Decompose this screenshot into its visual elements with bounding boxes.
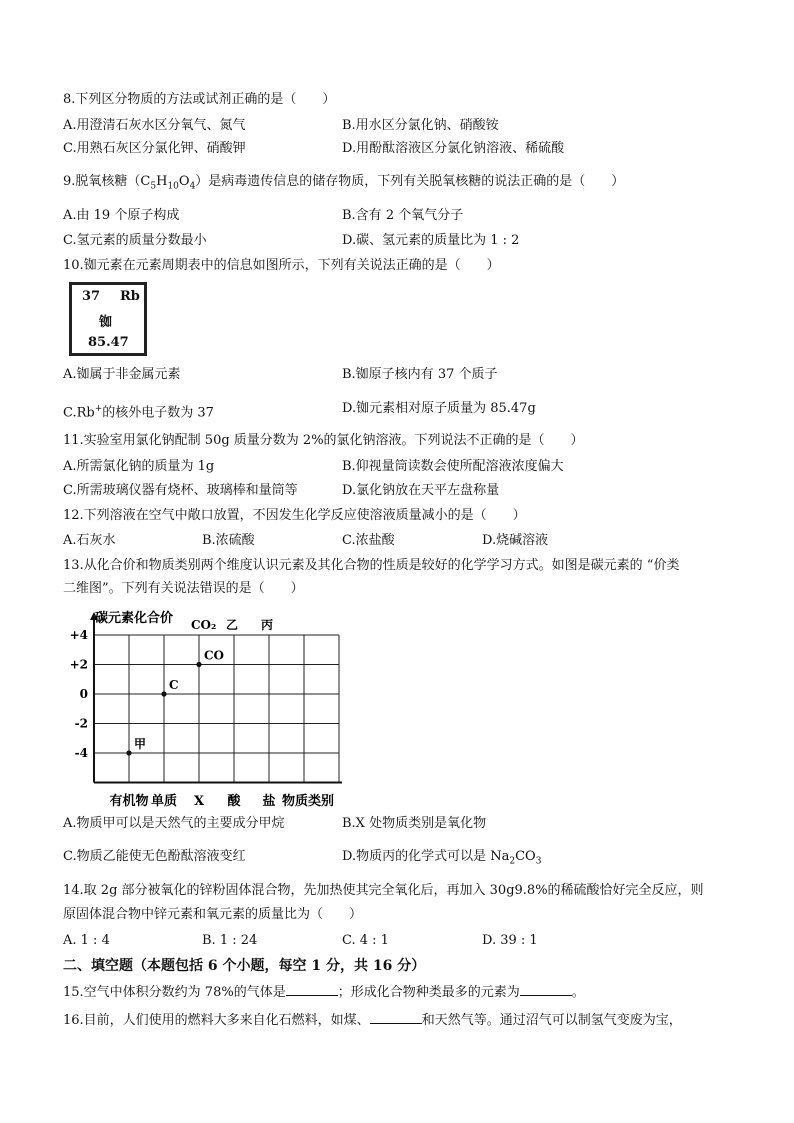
y-tick-labels (70, 628, 88, 760)
data-point (196, 662, 201, 667)
q14-option-d: D. 39 : 1 (482, 933, 538, 948)
q14-stem-line1: 14.取 2g 部分被氧化的锌粉固体混合物，先加热使其完全氧化后，再加入 30g9.8%的稀硫酸恰好完全反应，则 (63, 883, 704, 898)
q12-option-b: B.浓硫酸 (202, 533, 255, 548)
x-tick-labels (109, 793, 275, 809)
q14-stem-line2: 原固体混合物中锌元素和氧元素的质量比为（ ） (63, 907, 363, 922)
q13-option-d: D.物质丙的化学式可以是 $Na_2CO_3$ (342, 849, 542, 867)
valence-class-chart (60, 608, 350, 813)
q11-option-d: D.氯化钠放在天平左盘称量 (342, 483, 500, 498)
q15-blank-2[interactable] (520, 983, 572, 996)
q8-option-a: A.用澄清石灰水区分氧气、氮气 (63, 118, 246, 133)
q9-option-a: A.由 19 个原子构成 (63, 208, 180, 223)
y-tick-label: -4 (74, 746, 88, 760)
data-point-label: CO (204, 648, 225, 663)
q14-option-b: B. 1 : 24 (202, 933, 258, 948)
q12-stem: 12.下列溶液在空气中敞口放置，不因发生化学反应使溶液质量减小的是（ ） (63, 508, 526, 523)
q12-option-d: D.烧碱溶液 (482, 533, 549, 548)
q12-option-a: A.石灰水 (63, 533, 116, 548)
q8-option-d: D.用酚酞溶液区分氯化钠溶液、稀硫酸 (342, 141, 565, 156)
q15-blank-1[interactable] (286, 983, 338, 996)
q12-option-c: C.浓盐酸 (342, 533, 395, 548)
x-tick-label: X (193, 794, 205, 809)
y-tick-label: 0 (79, 687, 88, 701)
q11-stem: 11.实验室用氯化钠配制 50g 质量分数为 2%的氯化钠溶液。下列说法不正确的是（ ） (63, 433, 584, 448)
q9-option-b: B.含有 2 个氧气分子 (342, 208, 464, 223)
data-point-label: 甲 (134, 737, 147, 751)
q14-option-a: A. 1 : 4 (63, 933, 110, 948)
chart-points (126, 617, 273, 756)
q8-option-c: C.用熟石灰区分氯化钾、硝酸钾 (63, 141, 246, 156)
q10-option-d: D.铷元素相对原子质量为 85.47g (342, 401, 536, 416)
q14-option-c: C. 4 : 1 (342, 933, 389, 948)
x-axis-label: 物质类别 (282, 794, 335, 809)
q10-option-c: C.Rb+的核外电子数为 37 (63, 404, 214, 421)
section-2-title: 二、填空题（本题包括 6 个小题，每空 1 分，共 16 分） (63, 958, 426, 974)
q8-option-b: B.用水区分氯化钠、硝酸铵 (342, 118, 499, 133)
q10-stem: 10.铷元素在元素周期表中的信息如图所示，下列有关说法正确的是（ ） (63, 258, 500, 273)
q13-stem-line1: 13.从化合价和物质类别两个维度认识元素及其化合物的性质是较好的化学学习方式。如图是碳元素的 “价类 (63, 558, 680, 573)
atomic-number: 37 (82, 289, 101, 304)
data-point-label: 丙 (261, 618, 274, 632)
data-point-label: CO₂ (191, 618, 217, 632)
x-tick-label: 单质 (150, 794, 178, 809)
element-symbol: Rb (120, 289, 140, 304)
q8-stem: 8.下列区分物质的方法或试剂正确的是（ ） (63, 92, 336, 107)
y-tick-label: +2 (69, 657, 88, 672)
q9-stem: 9.脱氧核糖$(C_5H_{10}O_4)$是病毒遗传信息的储存物质，下列有关脱氧核糖的说法正确的是（ ） (63, 174, 625, 192)
q13-option-c: C.物质乙能使无色酚酞溶液变红 (63, 849, 246, 864)
q16-blank-1[interactable] (370, 1011, 422, 1024)
data-point (126, 750, 131, 755)
element-name: 铷 (99, 315, 113, 330)
q16-stem: 16.目前，人们使用的燃料大多来自化石燃料，如煤、 和天然气等。通过沼气可以制氢气变废为宝， (63, 1013, 682, 1028)
data-point (161, 691, 166, 696)
q11-option-a: A.所需氯化钠的质量为 1g (63, 459, 215, 474)
q9-option-d: D.碳、氢元素的质量比为 1 : 2 (342, 233, 520, 248)
q13-option-a: A.物质甲可以是天然气的主要成分甲烷 (63, 816, 285, 831)
periodic-table-cell (69, 282, 147, 356)
data-point-label: C (169, 678, 179, 692)
y-axis-label: 碳元素化合价 (95, 611, 174, 626)
q13-stem-line2: 二维图”。下列有关说法错误的是（ ） (63, 581, 304, 596)
x-tick-label: 盐 (262, 794, 276, 809)
q10-option-a: A.铷属于非金属元素 (63, 367, 181, 382)
q10-option-b: B.铷原子核内有 37 个质子 (342, 367, 498, 382)
q11-option-b: B.仰视量筒读数会使所配溶液浓度偏大 (342, 459, 564, 474)
atomic-mass: 85.47 (88, 335, 129, 350)
q13-option-b: B.X 处物质类别是氧化物 (342, 816, 487, 831)
x-tick-label: 有机物 (109, 794, 149, 809)
x-tick-label: 酸 (227, 794, 241, 809)
q11-option-c: C.所需玻璃仪器有烧杯、玻璃棒和量筒等 (63, 483, 298, 498)
y-tick-label: +4 (69, 628, 88, 642)
q9-option-c: C.氢元素的质量分数最小 (63, 233, 207, 248)
y-tick-label: -2 (74, 716, 88, 731)
data-point-label: 乙 (226, 618, 239, 632)
q15-stem: 15.空气中体积分数约为 78%的气体是 ；形成化合物种类最多的元素为 。 (63, 985, 585, 1000)
